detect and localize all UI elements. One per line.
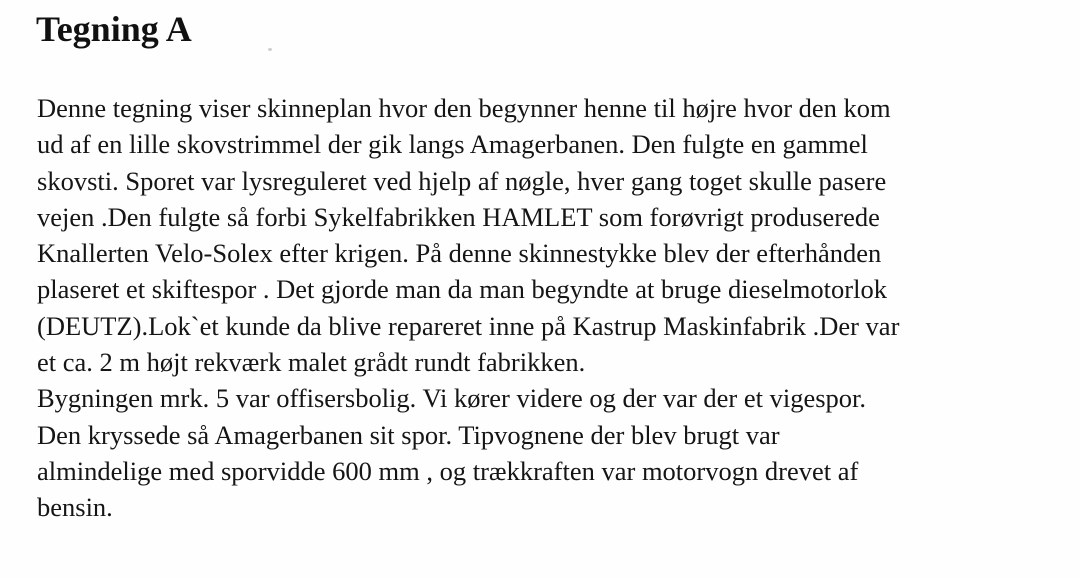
text-line: almindelige med sporvidde 600 mm , og trækkraften var motorvogn drevet af bbox=[37, 455, 859, 486]
document-body bbox=[37, 90, 1067, 526]
text-line: Denne tegning viser skinneplan hvor den begynner henne til højre hvor den kom bbox=[37, 93, 891, 123]
text-line: Den kryssede så Amagerbanen sit spor. Tipvognene der blev brugt var bbox=[37, 419, 780, 450]
text-line: Knallerten Velo-Solex efter krigen. På denne skinnestykke blev der efterhånden bbox=[37, 238, 882, 269]
document-title: Tegning A bbox=[36, 9, 192, 49]
text-line: bensin. bbox=[37, 492, 113, 523]
scan-speck bbox=[268, 48, 272, 51]
text-line: ud af en lille skovstrimmel der gik langs Amagerbanen. Den fulgte en gammel bbox=[37, 129, 868, 160]
text-line: Bygningen mrk. 5 var offisersbolig. Vi kører videre og der var der et vigespor. bbox=[37, 383, 867, 414]
text-line: (DEUTZ).Lok`et kunde da blive repareret inne på Kastrup Maskinfabrik .Der var bbox=[37, 310, 900, 341]
text-line: vejen .Den fulgte så forbi Sykelfabrikken HAMLET som forøvrigt produserede bbox=[37, 201, 880, 232]
text-line: plaseret et skiftespor . Det gjorde man da man begyndte at bruge dieselmotorlok bbox=[37, 274, 887, 305]
text-line: skovsti. Sporet var lysreguleret ved hjelp af nøgle, hver gang toget skulle pasere bbox=[37, 165, 887, 196]
text-line: et ca. 2 m højt rekværk malet grådt rundt fabrikken. bbox=[37, 347, 586, 378]
